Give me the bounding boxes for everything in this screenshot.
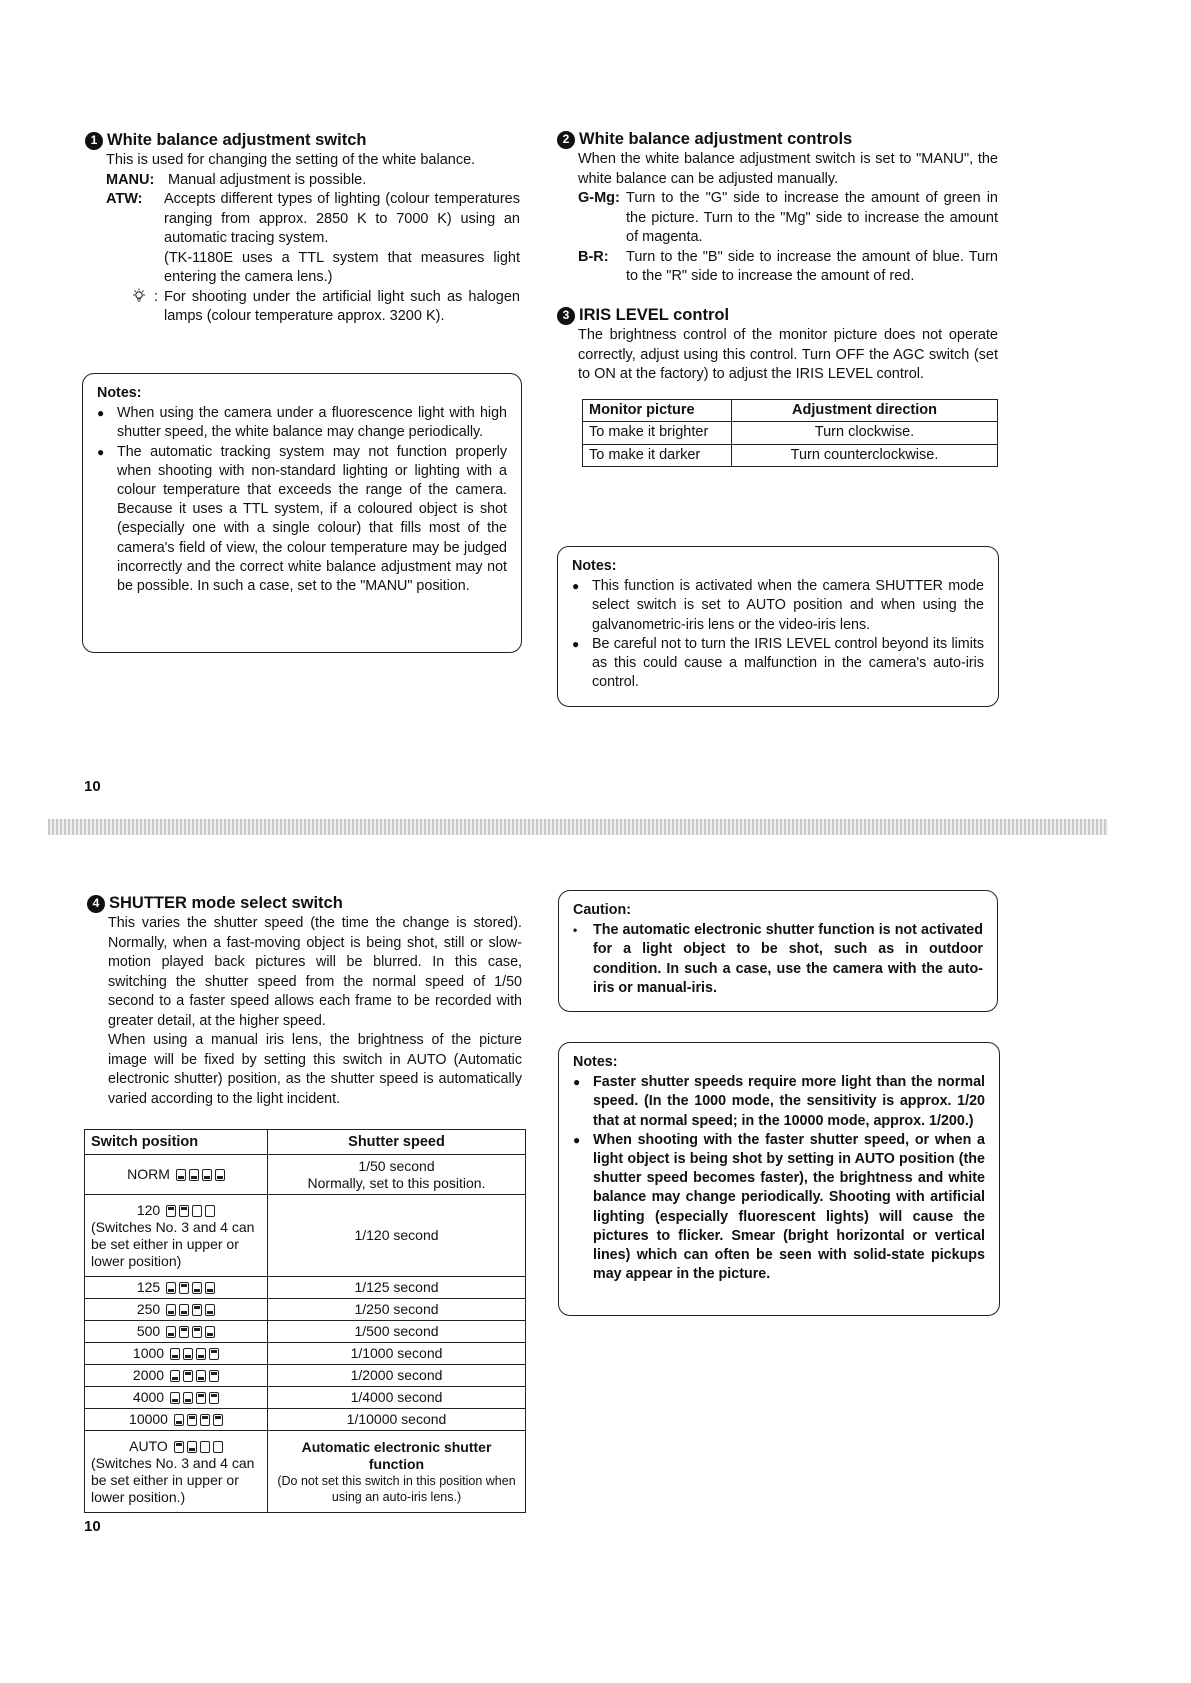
- shutter-speed-table: Switch position Shutter speed NORM 1/50 second Normally, set to this position. 120 (Switches No. 3 and 4 can be set either in upper or lower position) 1/120 second 125 1/125 second 250 1/250 second 500 1/500 second 1000 1/1000 second 2000 1/2000 second 4000 1/4000 second 10000 1/10000 second AUTO (Switches No. 3 and 4 can be set either in upper or lower position.) Automatic electronic shutter function (Do not set this switch in this position when using an auto-iris lens.): [84, 1129, 526, 1513]
- section-intro: The brightness control of the monitor picture does not operate correctly, adjust using this control. Turn OFF the AGC switch (set to ON at the factory) to adjust the IRIS LEVEL control.: [578, 327, 998, 382]
- notes-box-shutter: Notes: ● Faster shutter speeds require more light than the normal speed. (In the 1000 mode, the sensitivity is approx. 1/20 that at normal speed; in the 10000 mode, approx. 1/200.) ● When shooting with the faster shutter speed, or when a light object is being shot by setting in AUTO position (the shutter speed becomes faster), the brightness and white balance may change periodically. Shooting with artificial lighting (especially fluorescent lights) will cause the pictures to flicker. Smear (bright horizontal or vertical lines) which can often be seen with solid-state pickups may appear in the picture.: [558, 1042, 1000, 1316]
- section-white-balance-controls: [562, 129, 998, 287]
- def-g-mg: G-Mg: Turn to the "G" side to increase the amount of green in the picture. Turn to the "Mg" side to increase the amount of magenta.: [578, 190, 998, 245]
- list-item: ● This function is activated when the camera SHUTTER mode select switch is set to AUTO position and when using the galvanometric-iris lens or the video-iris lens.: [572, 578, 984, 633]
- dip-switch-icon: [166, 1282, 215, 1294]
- list-item: ● The automatic tracking system may not function properly when shooting with non-standard lighting or lighting with a colour temperature that exceeds the range of the camera. Because it uses a TTL system, if a coloured object is shot (especially one with a single colour) that fills most of the camera's field of view, the colour temperature may be judged incorrectly and the correct white balance adjustment may not be possible. In such a case, set to the "MANU" position.: [97, 443, 507, 595]
- iris-adjustment-table: Monitor picture Adjustment direction To make it brighter Turn clockwise. To make it darker Turn counterclockwise.: [582, 399, 998, 468]
- section-paragraph: When using a manual iris lens, the brightness of the picture image will be fixed by setting this switch in AUTO (Automatic electronic shutter) position, as the shutter speed is automatically varied according to the light incident.: [108, 1032, 522, 1107]
- dip-switch-icon: [166, 1326, 215, 1338]
- def-manu: MANU: Manual adjustment is possible.: [106, 171, 367, 188]
- dip-switch-icon: [166, 1205, 215, 1217]
- dip-switch-icon: [166, 1304, 215, 1316]
- def-b-r: B-R: Turn to the "B" side to increase the amount of blue. Turn to the "R" side to increase the amount of red.: [578, 248, 998, 284]
- def-halogen: : For shooting under the artificial light such as halogen lamps (colour temperature approx. 3200 K).: [106, 288, 520, 327]
- section-number: 3: [557, 307, 575, 325]
- list-item: • The automatic electronic shutter function is not activated for a light object to be shot, such as in outdoor condition. In such a case, use the camera with the auto-iris or manual-iris.: [573, 922, 983, 996]
- table-row: AUTO (Switches No. 3 and 4 can be set either in upper or lower position.) Automatic electronic shutter function (Do not set this switch in this position when using an auto-iris lens.): [85, 1431, 526, 1513]
- table-row: 120 (Switches No. 3 and 4 can be set either in upper or lower position) 1/120 second: [85, 1195, 526, 1277]
- table-row: 1000 1/1000 second: [85, 1343, 526, 1365]
- section-white-balance-switch: [90, 130, 520, 327]
- section-intro: This is used for changing the setting of the white balance.: [106, 152, 476, 168]
- notes-box-white-balance: Notes: ● When using the camera under a fluorescence light with high shutter speed, the white balance may change periodically. ● The automatic tracking system may not function properly when shooting with non-standard lighting or lighting with a colour temperature that exceeds the range of the camera. Because it uses a TTL system, if a coloured object is shot (especially one with a single colour) that fills most of the camera's field of view, the colour temperature may be judged incorrectly and the correct white balance adjustment may not be possible. In such a case, set to the "MANU" position.: [82, 373, 522, 653]
- dip-switch-icon: [170, 1348, 219, 1360]
- page-number: 10: [84, 778, 101, 795]
- table-row: To make it darker Turn counterclockwise.: [583, 444, 998, 467]
- section-number: 1: [85, 132, 103, 150]
- list-item: ● Faster shutter speeds require more light than the normal speed. (In the 1000 mode, the sensitivity is approx. 1/20 that at normal speed; in the 10000 mode, approx. 1/200.): [573, 1074, 985, 1129]
- list-item: ● When shooting with the faster shutter speed, or when a light object is being shot by setting in AUTO position (the shutter speed becomes faster), the brightness and white balance may change periodically. Shooting with artificial lighting (especially fluorescent lights) will cause the pictures to flicker. Smear (bright horizontal or vertical lines) which can often be seen with solid-state pickups may appear in the picture.: [573, 1131, 985, 1283]
- table-row: 500 1/500 second: [85, 1321, 526, 1343]
- table-row: 10000 1/10000 second: [85, 1409, 526, 1431]
- list-item: ● When using the camera under a fluorescence light with high shutter speed, the white balance may change periodically.: [97, 405, 507, 441]
- table-row: 125 1/125 second: [85, 1277, 526, 1299]
- dip-switch-icon: [176, 1169, 225, 1181]
- notes-box-iris: Notes: ● This function is activated when the camera SHUTTER mode select switch is set to AUTO position and when using the galvanometric-iris lens or the video-iris lens. ● Be careful not to turn the IRIS LEVEL control beyond its limits as this could cause a malfunction in the camera's auto-iris control.: [557, 546, 999, 707]
- section-title: 3 IRIS LEVEL control: [557, 305, 998, 326]
- section-iris-level: [562, 305, 998, 467]
- section-title: 4 SHUTTER mode select switch: [87, 893, 522, 914]
- section-title: 1 White balance adjustment switch: [85, 130, 520, 151]
- dip-switch-icon: [174, 1414, 223, 1426]
- list-item: ● Be careful not to turn the IRIS LEVEL control beyond its limits as this could cause a malfunction in the camera's auto-iris control.: [572, 635, 984, 691]
- caution-box: Caution: • The automatic electronic shutter function is not activated for a light object to be shot, such as in outdoor condition. In such a case, use the camera with the auto-iris or manual-iris.: [558, 890, 998, 1012]
- page-divider: [48, 819, 1108, 835]
- dip-switch-icon: [174, 1441, 223, 1453]
- section-paragraph: This varies the shutter speed (the time the change is stored). Normally, when a fast-moving object is being shot, still or slow-motion played back pictures will be blurred. In this case, switching the shutter speed from the normal speed of 1/50 second to a faster speed allows each frame to be recorded with greater detail, at the higher speed.: [108, 915, 522, 1029]
- def-atw: ATW: Accepts different types of lighting (colour temperatures ranging from approx. 2850 K to 7000 K) using an automatic tracing system. (TK-1180E uses a TTL system that measures light entering the camera lens.): [106, 191, 520, 285]
- section-number: 2: [557, 131, 575, 149]
- table-row: To make it brighter Turn clockwise.: [583, 422, 998, 445]
- dip-switch-icon: [170, 1370, 219, 1382]
- table-row: 250 1/250 second: [85, 1299, 526, 1321]
- section-title: 2 White balance adjustment controls: [557, 129, 998, 150]
- table-row: 2000 1/2000 second: [85, 1365, 526, 1387]
- dip-switch-icon: [170, 1392, 219, 1404]
- page-number: 10: [84, 1518, 101, 1535]
- light-bulb-icon: [132, 288, 146, 327]
- section-shutter-mode: [92, 893, 522, 1109]
- section-intro: When the white balance adjustment switch is set to "MANU", the white balance can be adjusted manually.: [578, 151, 998, 187]
- table-row: NORM 1/50 second Normally, set to this position.: [85, 1155, 526, 1195]
- section-number: 4: [87, 895, 105, 913]
- table-row: 4000 1/4000 second: [85, 1387, 526, 1409]
